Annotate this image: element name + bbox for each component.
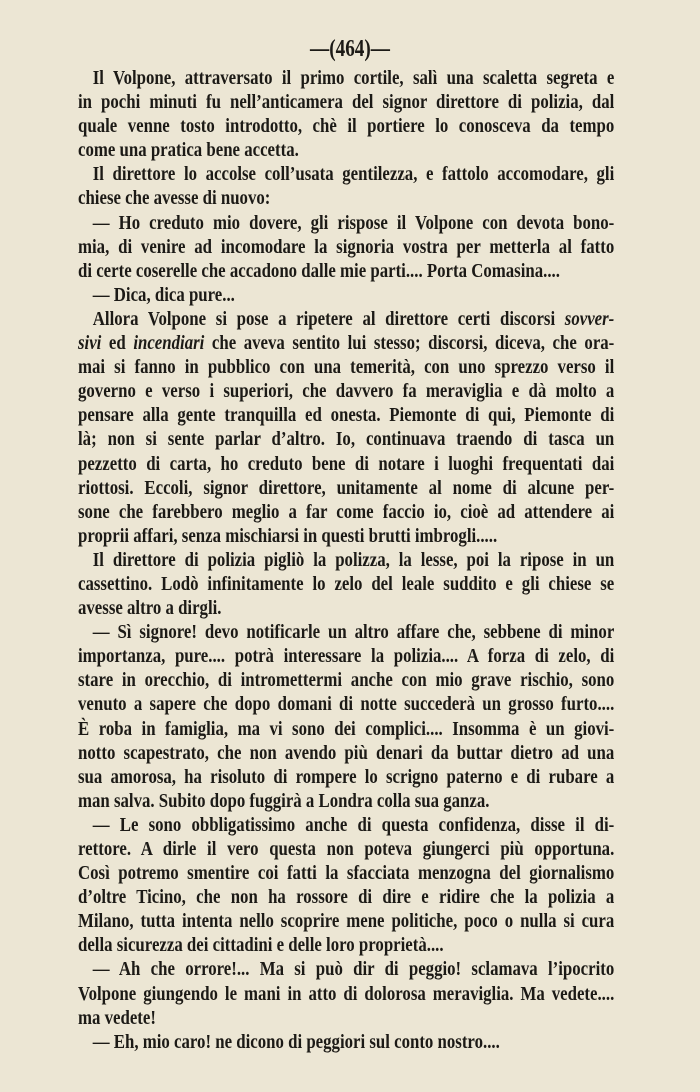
- text-line: [78, 620, 614, 644]
- line-text: d’oltre Ticino, che non ha rossore di dire e ridire che la polizia a: [78, 886, 615, 909]
- line-text: di certe coserelle che accadono dalle mie parti.... Porta Comasina....: [78, 259, 560, 282]
- line-text: Così potremo smentire coi fatti la sfacciata menzogna del giornalismo: [78, 862, 615, 885]
- line-text: pezzetto di carta, ho creduto bene di notare i luoghi frequentati dai: [78, 452, 615, 475]
- text-line: [78, 90, 614, 114]
- text-line: [78, 596, 614, 620]
- line-text: come una pratica bene accetta.: [78, 139, 299, 162]
- text-line: [78, 572, 614, 596]
- line-text: Il direttore di polizia pigliò la polizza, la lesse, poi la ripose in un: [92, 548, 615, 571]
- line-text: È roba in famiglia, ma vi sono dei complici.... Insomma è un giovi-: [78, 717, 615, 740]
- line-text: notto scapestrato, che non avendo più denari da buttar dietro ad una: [78, 741, 615, 764]
- text-line: [78, 909, 614, 933]
- text-line: [78, 211, 614, 235]
- line-text: stare in orecchio, di intromettermi anche con mio grave rischio, sono: [78, 669, 615, 692]
- line-text: là; non si sente parlar d’altro. Io, continuava traendo di tasca un: [78, 428, 615, 451]
- line-text: avesse altro a dirgli.: [78, 597, 222, 620]
- line-text: chiese che avesse di nuovo:: [78, 187, 271, 210]
- line-text: — Ah che orrore!... Ma si può dir di peggio! sclamava l’ipocrito: [92, 958, 615, 981]
- line-text: Il Volpone, attraversato il primo cortile, salì una scaletta segreta e: [92, 67, 615, 89]
- line-text: in pochi minuti fu nell’anticamera del signor direttore di polizia, dal: [78, 91, 615, 114]
- line-text: Volpone giungendo le mani in atto di dolorosa meraviglia. Ma vedete....: [78, 982, 615, 1005]
- page-number: —(464)—: [310, 36, 390, 62]
- line-text: Milano, tutta intenta nello scoprire mene politiche, poco o nulla si cura: [78, 910, 615, 933]
- italic-text: sivi: [78, 332, 102, 355]
- line-text: sua amorosa, ha risoluto di rompere lo scrigno paterno e di rubare a: [78, 765, 615, 788]
- text-line: [78, 692, 614, 716]
- text-line: [78, 476, 614, 500]
- line-text: rettore. A dirle il vero questa non poteva giungerci più opportuna.: [78, 838, 615, 860]
- line-text: venuto a sapere che dopo domani di notte succederà un grosso furto....: [78, 693, 615, 716]
- text-line: [78, 957, 614, 981]
- text-line: [78, 259, 614, 283]
- text-line: [78, 355, 614, 379]
- text-line: [78, 427, 614, 451]
- body-text: [78, 66, 614, 1054]
- line-text: cassettino. Lodò infinitamente lo zelo del leale suddito e gli chiese se: [78, 572, 615, 595]
- text-line: [78, 717, 614, 741]
- line-text: governo e verso i superiori, che davvero fa meraviglia e dà molto a: [78, 380, 615, 403]
- text-line: [78, 524, 614, 548]
- line-text: — Ho creduto mio dovere, gli rispose il Volpone con devota bono-: [92, 211, 615, 234]
- line-text: quale venne tosto introdotto, chè il portiere lo conosceva da tempo: [78, 115, 615, 138]
- line-text: Allora Volpone si pose a ripetere al direttore certi discorsi: [92, 307, 565, 330]
- text-line: [78, 138, 614, 162]
- line-text: che aveva sentito lui stesso; discorsi, diceva, che ora-: [204, 332, 615, 355]
- line-text: pensare alla gente tranquilla ed onesta. Piemonte di qui, Piemonte di: [78, 404, 615, 427]
- text-line: [78, 982, 614, 1006]
- italic-text: sovver-: [564, 307, 615, 330]
- text-line: [78, 162, 614, 186]
- line-text: — Eh, mio caro! ne dicono di peggiori sul conto nostro....: [92, 1030, 500, 1053]
- text-line: [78, 452, 614, 476]
- text-line: [78, 741, 614, 765]
- line-text: ed: [101, 332, 134, 355]
- line-text: importanza, pure.... potrà interessare la polizia.... A forza di zelo, di: [78, 645, 615, 668]
- line-text: — Le sono obbligatissimo anche di questa confidenza, disse il di-: [92, 813, 615, 836]
- line-text: sone che farebbero meglio a far come faccio io, cioè ad attendere ai: [78, 500, 615, 523]
- line-text: ma vedete!: [78, 1006, 156, 1029]
- text-line: [78, 500, 614, 524]
- text-line: [78, 789, 614, 813]
- text-line: [78, 813, 614, 837]
- text-line: [78, 837, 614, 861]
- text-line: [78, 66, 614, 90]
- line-text: man salva. Subito dopo fuggirà a Londra colla sua ganza.: [78, 789, 490, 812]
- text-line: [78, 885, 614, 909]
- line-text: Il direttore lo accolse coll’usata gentilezza, e fattolo accomodare, gli: [92, 163, 615, 186]
- italic-text: incendiari: [133, 332, 205, 355]
- text-line: [78, 644, 614, 668]
- text-line: [78, 1006, 614, 1030]
- text-line: [78, 186, 614, 210]
- text-line: [78, 307, 614, 331]
- line-text: mia, di venire ad incomodare la signoria vostra per metterla al fatto: [78, 235, 615, 258]
- text-line: [78, 933, 614, 957]
- line-text: riottosi. Eccoli, signor direttore, unitamente al nome di alcune per-: [78, 476, 615, 499]
- text-line: [78, 765, 614, 789]
- line-text: mai si fanno in pubblico con una temerità, con uno sprezzo verso il: [78, 356, 615, 379]
- text-line: [78, 331, 614, 355]
- text-line: [78, 235, 614, 259]
- text-line: [78, 668, 614, 692]
- text-line: [78, 548, 614, 572]
- text-line: [78, 861, 614, 885]
- text-line: [78, 283, 614, 307]
- text-line: [78, 114, 614, 138]
- text-line: [78, 379, 614, 403]
- text-line: [78, 1030, 614, 1054]
- line-text: della sicurezza dei cittadini e delle loro proprietà....: [78, 934, 444, 957]
- line-text: proprii affari, senza mischiarsi in questi brutti imbrogli.....: [78, 524, 498, 547]
- text-line: [78, 403, 614, 427]
- line-text: — Dica, dica pure...: [92, 283, 235, 306]
- line-text: — Sì signore! devo notificarle un altro affare che, sebbene di minor: [92, 621, 615, 644]
